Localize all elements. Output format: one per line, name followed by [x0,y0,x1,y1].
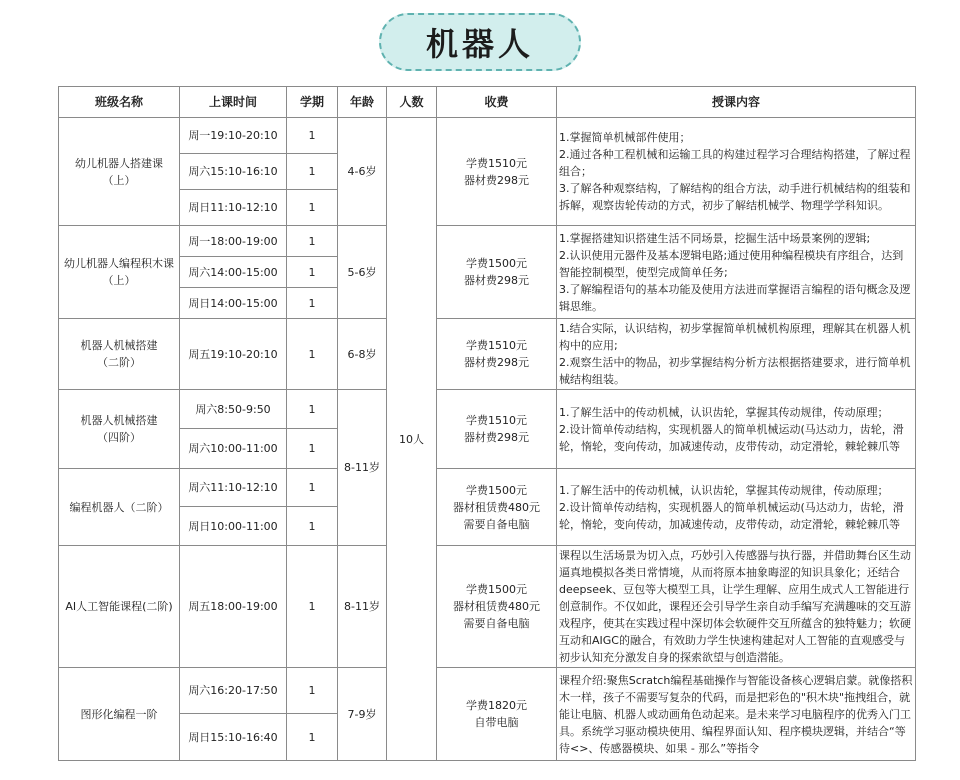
header-term: 学期 [287,87,338,118]
term-cell: 1 [287,190,338,226]
time-cell: 周日14:00-15:00 [180,288,287,319]
content-cell: 1.掌握简单机械部件使用； 2.通过各种工程机械和运输工具的构建过程学习合理结构搭建，了解过程组合； 3.了解各种观察结构，了解结构的组合方法，动手进行机械结构的组装和拆解，观察齿轮传动的方式，初步了解结机械学、物理学学科知识。 [557,118,916,226]
class-name-cell: 编程机器人（二阶） [59,469,180,546]
header-time: 上课时间 [180,87,287,118]
header-row [59,87,916,118]
term-cell: 1 [287,390,338,429]
class-name-cell: 幼儿机器人搭建课 （上） [59,118,180,226]
fee-cell: 学费1820元 自带电脑 [437,668,557,761]
term-cell: 1 [287,668,338,714]
table-row [59,390,916,429]
content-cell: 1.结合实际，认识结构，初步掌握简单机械机构原理，理解其在机器人机构中的应用; 2.观察生活中的物品，初步掌握结构分析方法根据搭建要求，进行简单机械结构组装。 [557,319,916,390]
table-row [59,118,916,154]
header-class-name: 班级名称 [59,87,180,118]
term-cell: 1 [287,118,338,154]
age-cell: 8-11岁 [338,546,387,668]
fee-cell: 学费1510元 器材费298元 [437,390,557,469]
header-content: 授课内容 [557,87,916,118]
class-name-cell: 幼儿机器人编程积木课 （上） [59,226,180,319]
fee-cell: 学费1510元 器材费298元 [437,118,557,226]
age-cell: 5-6岁 [338,226,387,319]
time-cell: 周五19:10-20:10 [180,319,287,390]
term-cell: 1 [287,429,338,469]
table-row [59,546,916,668]
term-cell: 1 [287,714,338,761]
time-cell: 周六14:00-15:00 [180,257,287,288]
class-name-cell: 图形化编程一阶 [59,668,180,761]
term-cell: 1 [287,154,338,190]
term-cell: 1 [287,507,338,546]
time-cell: 周六8:50-9:50 [180,390,287,429]
table-row [59,319,916,390]
content-cell: 课程以生活场景为切入点，巧妙引入传感器与执行器，并借助舞台区生动逼真地模拟各类日常情境，从而将原本抽象晦涩的知识具象化；还结合deepseek、豆包等大模型工具，让学生理解、应用生成式人工智能进行创意制作。不仅如此，课程还会引导学生亲自动手编写充满趣味的交互游戏程序，使其在实践过程中深切体会软硬件交互所蕴含的独特魅力；软硬互动和AIGC的融合，有效助力学生快速构建起对人工智能的直观感受与初步认知充分激发自身的探索欲望与创造潜能。 [557,546,916,668]
age-cell: 6-8岁 [338,319,387,390]
time-cell: 周日10:00-11:00 [180,507,287,546]
term-cell: 1 [287,257,338,288]
fee-cell: 学费1510元 器材费298元 [437,319,557,390]
fee-cell: 学费1500元 器材费298元 [437,226,557,319]
term-cell: 1 [287,546,338,668]
content-cell: 1.掌握搭建知识搭建生活不同场景，挖掘生活中场景案例的逻辑; 2.认识使用元器件及基本逻辑电路;通过使用种编程模块有序组合，达到智能控制模型，使型完成简单任务; 3.了解编程语句的基本功能及使用方法进而掌握语言编程的语句概念及逻辑思维。 [557,226,916,319]
content-cell: 1.了解生活中的传动机械，认识齿轮，掌握其传动规律，传动原理； 2.设计简单传动结构，实现机器人的简单机械运动(马达动力，齿轮，滑轮，惰轮，变向传动，加减速传动，皮带传动，动定滑轮，棘轮棘爪等 [557,469,916,546]
time-cell: 周六16:20-17:50 [180,668,287,714]
fee-cell: 学费1500元 器材租赁费480元 需要自备电脑 [437,546,557,668]
class-name-cell: 机器人机械搭建 （四阶） [59,390,180,469]
page-title: 机器人 [425,25,534,63]
time-cell: 周六15:10-16:10 [180,154,287,190]
term-cell: 1 [287,469,338,507]
schedule-table [58,86,916,761]
term-cell: 1 [287,226,338,257]
time-cell: 周一19:10-20:10 [180,118,287,154]
age-cell: 7-9岁 [338,668,387,761]
age-cell: 4-6岁 [338,118,387,226]
fee-cell: 学费1500元 器材租赁费480元 需要自备电脑 [437,469,557,546]
time-cell: 周日11:10-12:10 [180,190,287,226]
age-cell: 8-11岁 [338,390,387,546]
time-cell: 周六11:10-12:10 [180,469,287,507]
header-fee: 收费 [437,87,557,118]
class-name-cell: AI人工智能课程(二阶) [59,546,180,668]
class-name-cell: 机器人机械搭建 （二阶） [59,319,180,390]
time-cell: 周一18:00-19:00 [180,226,287,257]
time-cell: 周日15:10-16:40 [180,714,287,761]
header-age: 年龄 [338,87,387,118]
content-cell: 1.了解生活中的传动机械，认识齿轮，掌握其传动规律，传动原理； 2.设计简单传动结构，实现机器人的简单机械运动(马达动力，齿轮，滑轮，惰轮，变向传动，加减速传动，皮带传动，动定滑轮，棘轮棘爪等 [557,390,916,469]
time-cell: 周五18:00-19:00 [180,546,287,668]
title-banner [379,13,581,71]
header-count: 人数 [387,87,437,118]
count-cell: 10人 [387,118,437,761]
time-cell: 周六10:00-11:00 [180,429,287,469]
table-row [59,668,916,714]
term-cell: 1 [287,319,338,390]
content-cell: 课程介绍:聚焦Scratch编程基础操作与智能设备核心逻辑启蒙。就像搭积木一样，孩子不需要写复杂的代码，而是把彩色的"积木块"拖拽组合，就能让电脑、机器人或动画角色动起来。是未来学习电脑程序的优秀入门工具。系统学习驱动模块使用、编程界面认知、程序模块逻辑，并结合“等待<>、传感器模块、如果 - 那么”等指令 [557,668,916,761]
table-row [59,469,916,507]
table-row [59,226,916,257]
term-cell: 1 [287,288,338,319]
